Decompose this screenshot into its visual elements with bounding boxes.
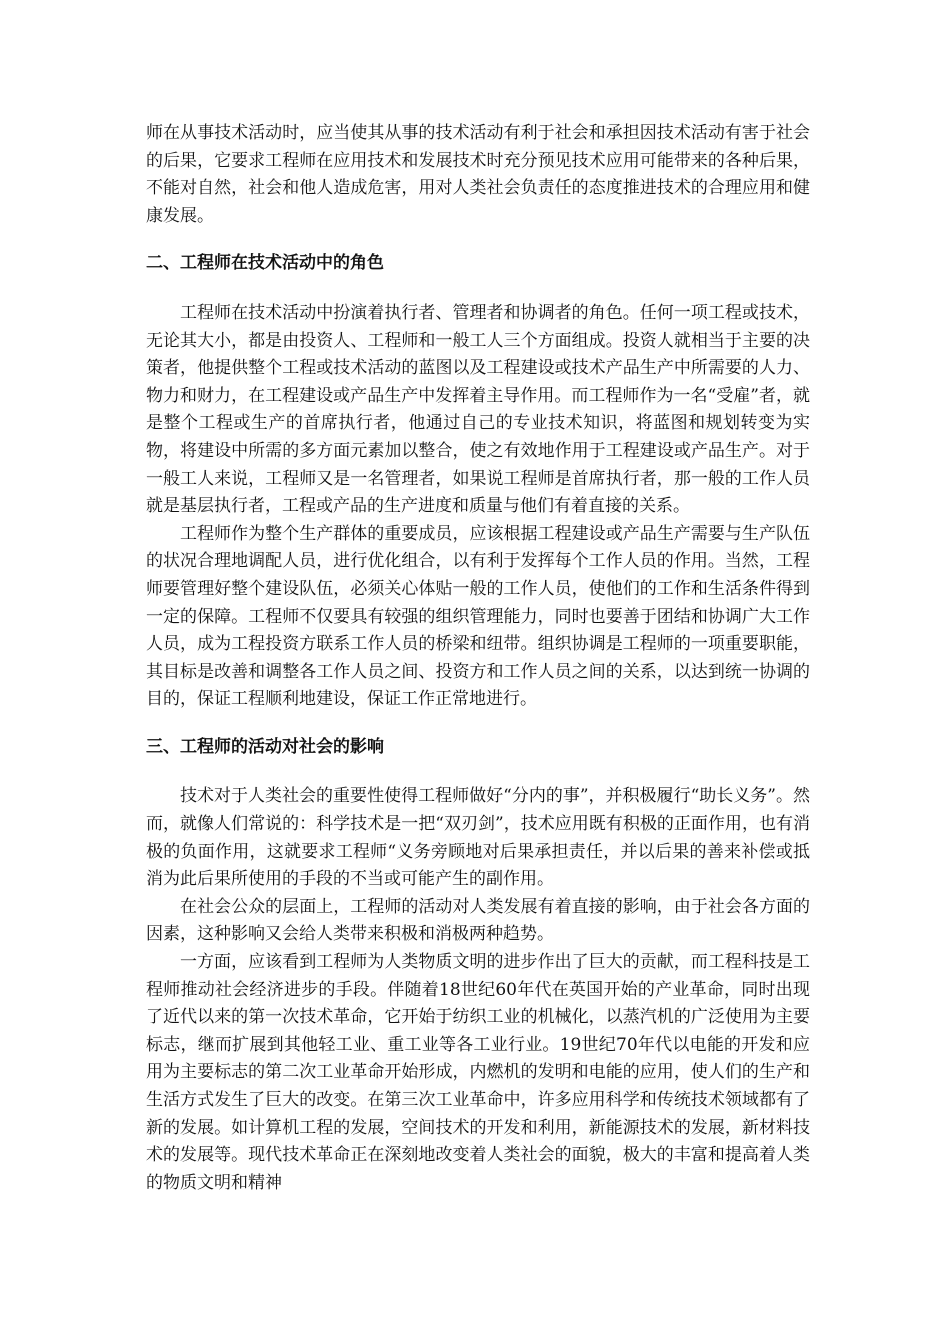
- intro-paragraph: 师在从事技术活动时，应当使其从事的技术活动有利于社会和承担因技术活动有害于社会的后果，它要求工程师在应用技术和发展技术时充分预见技术应用可能带来的各种后果，不能对自然，社会和他人造成危害，用对人类社会负责任的态度推进技术的合理应用和健康发展。: [146, 123, 810, 226]
- section2-paragraph-1: 工程师在技术活动中扮演着执行者、管理者和协调者的角色。任何一项工程或技术，无论其大小，都是由投资人、工程师和一般工人三个方面组成。投资人就相当于主要的决策者，他提供整个工程或技术活动的蓝图以及工程建设或技术产品生产中所需要的人力、物力和财力，在工程建设或产品生产中发挥着主导作用。而工程师作为一名“受雇”者，就是整个工程或生产的首席执行者，他通过自己的专业技术知识，将蓝图和规划转变为实物，将建设中所需的多方面元素加以整合，使之有效地作用于工程建设或产品生产。对于一般工人来说，工程师又是一名管理者，如果说工程师是首席执行者，那一般的工作人员就是基层执行者，工程或产品的生产进度和质量与他们有着直接的关系。: [146, 302, 810, 517]
- section-heading-impact: 三、工程师的活动对社会的影响: [146, 736, 384, 757]
- section-heading-role: 二、工程师在技术活动中的角色: [146, 253, 384, 274]
- section3-paragraph-1: 技术对于人类社会的重要性使得工程师做好“分内的事”，并积极履行“助长义务”。然而，就像人们常说的：科学技术是一把“双刃剑”，技术应用既有积极的正面作用，也有消极的负面作用，这就要求工程师“义务旁顾地对后果承担责任，并以后果的善来补偿或抵消为此后果所使用的手段的不当或可能产生的副作用。: [146, 786, 810, 890]
- section2-paragraph-2: 工程师作为整个生产群体的重要成员，应该根据工程建设或产品生产需要与生产队伍的状况合理地调配人员，进行优化组合，以有利于发挥每个工作人员的作用。当然，工程师要管理好整个建设队伍，必须关心体贴一般的工作人员，使他们的工作和生活条件得到一定的保障。工程师不仅要具有较强的组织管理能力，同时也要善于团结和协调广大工作人员，成为工程投资方联系工作人员的桥梁和纽带。组织协调是工程师的一项重要职能，其目标是改善和调整各工作人员之间、投资方和工作人员之间的关系，以达到统一协调的目的，保证工程顺利地建设，保证工作正常地进行。: [146, 523, 810, 710]
- section3-paragraph-2: 在社会公众的层面上，工程师的活动对人类发展有着直接的影响，由于社会各方面的因素，这种影响又会给人类带来积极和消极两种趋势。: [146, 896, 810, 945]
- document-page: [146, 120, 810, 1197]
- section3-paragraph-3: 一方面，应该看到工程师为人类物质文明的进步作出了巨大的贡献，而工程科技是工程师推动社会经济进步的手段。伴随着18世纪60年代在英国开始的产业革命，同时出现了近代以来的第一次技术革命，它开始于纺织工业的机械化，以蒸汽机的广泛使用为主要标志，继而扩展到其他轻工业、重工业等各工业行业。19世纪70年代以电能的开发和应用为主要标志的第二次工业革命开始形成，内燃机的发明和电能的应用，使人们的生产和生活方式发生了巨大的改变。在第三次工业革命中，许多应用科学和传统技术领域都有了新的发展。如计算机工程的发展，空间技术的开发和利用，新能源技术的发展，新材料技术的发展等。现代技术革命正在深刻地改变着人类社会的面貌，极大的丰富和提高着人类的物质文明和精神: [146, 952, 810, 1193]
